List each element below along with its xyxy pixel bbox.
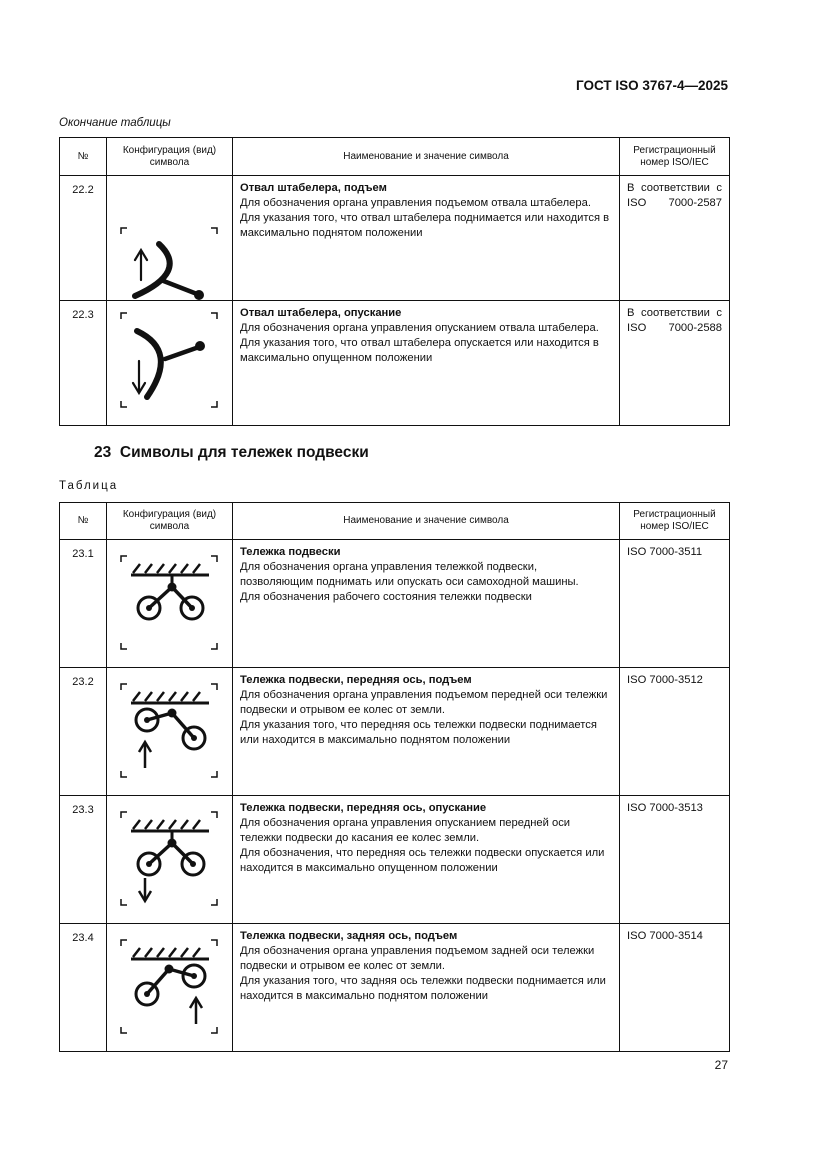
- symbol-title: Отвал штабелера, подъем: [240, 182, 387, 194]
- table-row: [60, 301, 730, 426]
- table-row: [60, 668, 730, 796]
- table-row: [60, 924, 730, 1052]
- col-header-symbol: Конфигурация (вид) символа: [107, 503, 233, 540]
- symbol-description: Для указания того, что отвал штабелера поднимается или находится в максимально поднятом положении: [240, 212, 610, 239]
- document-header: ГОСТ ISO 3767-4—2025: [576, 78, 728, 93]
- symbol-cell: [107, 668, 233, 796]
- symbol-title: Тележка подвески, передняя ось, подъем: [240, 674, 472, 686]
- table-header-row: [60, 503, 730, 540]
- stacker-blade-raise-icon: [107, 176, 233, 300]
- symbol-description: Для обозначения, что передняя ось тележки подвески опускается или находится в максимально опущенном положении: [240, 847, 605, 874]
- description-cell: [233, 301, 620, 426]
- symbol-description: Для обозначения органа управления подъемом отвала штабелера.: [240, 197, 591, 209]
- col-header-registration: Регистрационный номер ISO/IEC: [620, 503, 730, 540]
- description-cell: [233, 924, 620, 1052]
- col-header-symbol: Конфигурация (вид) символа: [107, 138, 233, 176]
- symbol-description: Для указания того, что отвал штабелера опускается или находится в максимально опущенном положении: [240, 337, 599, 364]
- registration-cell: ISO 7000-3511: [620, 540, 730, 668]
- symbol-cell: [107, 301, 233, 426]
- symbol-description: Для обозначения органа управления подъемом задней оси тележки подвески и отрывом ее колес от земли.: [240, 945, 595, 972]
- bogie-rear-raise-icon: [107, 924, 233, 1051]
- col-header-number: №: [60, 138, 107, 176]
- registration-cell: ISO 7000-3512: [620, 668, 730, 796]
- symbol-description: Для обозначения органа управления опусканием передней оси тележки подвески до касания ее колес земли.: [240, 817, 571, 844]
- table-row: [60, 796, 730, 924]
- table-header-row: [60, 138, 730, 176]
- registration-cell: ISO 7000-3513: [620, 796, 730, 924]
- symbol-description: Для обозначения органа управления опусканием отвала штабелера.: [240, 322, 599, 334]
- description-cell: [233, 668, 620, 796]
- row-number: 22.3: [60, 301, 107, 426]
- table-row: [60, 540, 730, 668]
- col-header-number: №: [60, 503, 107, 540]
- col-header-name: Наименование и значение символа: [233, 138, 620, 176]
- symbol-title: Отвал штабелера, опускание: [240, 307, 402, 319]
- symbol-title: Тележка подвески: [240, 546, 341, 558]
- symbol-description: Для указания того, что задняя ось тележки подвески поднимается или находится в максимально поднятом положении: [240, 975, 606, 1002]
- symbol-title: Тележка подвески, задняя ось, подъем: [240, 930, 458, 942]
- col-header-registration: Регистрационный номер ISO/IEC: [620, 138, 730, 176]
- symbol-cell: [107, 796, 233, 924]
- symbols-table-22: [59, 137, 730, 426]
- section-heading: [94, 444, 369, 462]
- col-header-name: Наименование и значение символа: [233, 503, 620, 540]
- symbol-cell: [107, 540, 233, 668]
- symbol-title: Тележка подвески, передняя ось, опускание: [240, 802, 487, 814]
- symbol-description: Для обозначения органа управления тележкой подвески, позволяющим поднимать или опускать оси самоходной машины.: [240, 561, 579, 588]
- symbol-description: Для указания того, что передняя ось тележки подвески поднимается или находится в максимально поднятом положении: [240, 719, 597, 746]
- row-number: 23.2: [60, 668, 107, 796]
- table-continuation-caption: Окончание таблицы: [59, 117, 171, 129]
- bogie-front-lower-icon: [107, 796, 233, 923]
- registration-cell: В соответствии с ISO 7000-2587: [620, 176, 730, 301]
- symbol-description: Для обозначения рабочего состояния тележки подвески: [240, 591, 532, 603]
- stacker-blade-lower-icon: [107, 301, 233, 425]
- table-caption: Таблица: [59, 480, 119, 492]
- symbol-cell: [107, 924, 233, 1052]
- symbol-cell: [107, 176, 233, 301]
- row-number: 22.2: [60, 176, 107, 301]
- registration-cell: В соответствии с ISO 7000-2588: [620, 301, 730, 426]
- symbol-description: Для обозначения органа управления подъемом передней оси тележки подвески и отрывом ее колес от земли.: [240, 689, 608, 716]
- table-row: [60, 176, 730, 301]
- bogie-front-raise-icon: [107, 668, 233, 795]
- description-cell: [233, 796, 620, 924]
- bogie-icon: [107, 540, 233, 667]
- symbols-table-23: [59, 502, 730, 1052]
- row-number: 23.1: [60, 540, 107, 668]
- description-cell: [233, 540, 620, 668]
- description-cell: [233, 176, 620, 301]
- row-number: 23.3: [60, 796, 107, 924]
- section-number: 23: [94, 444, 112, 461]
- row-number: 23.4: [60, 924, 107, 1052]
- section-title: Символы для тележек подвески: [119, 444, 369, 461]
- page-number: 27: [714, 1058, 728, 1072]
- registration-cell: ISO 7000-3514: [620, 924, 730, 1052]
